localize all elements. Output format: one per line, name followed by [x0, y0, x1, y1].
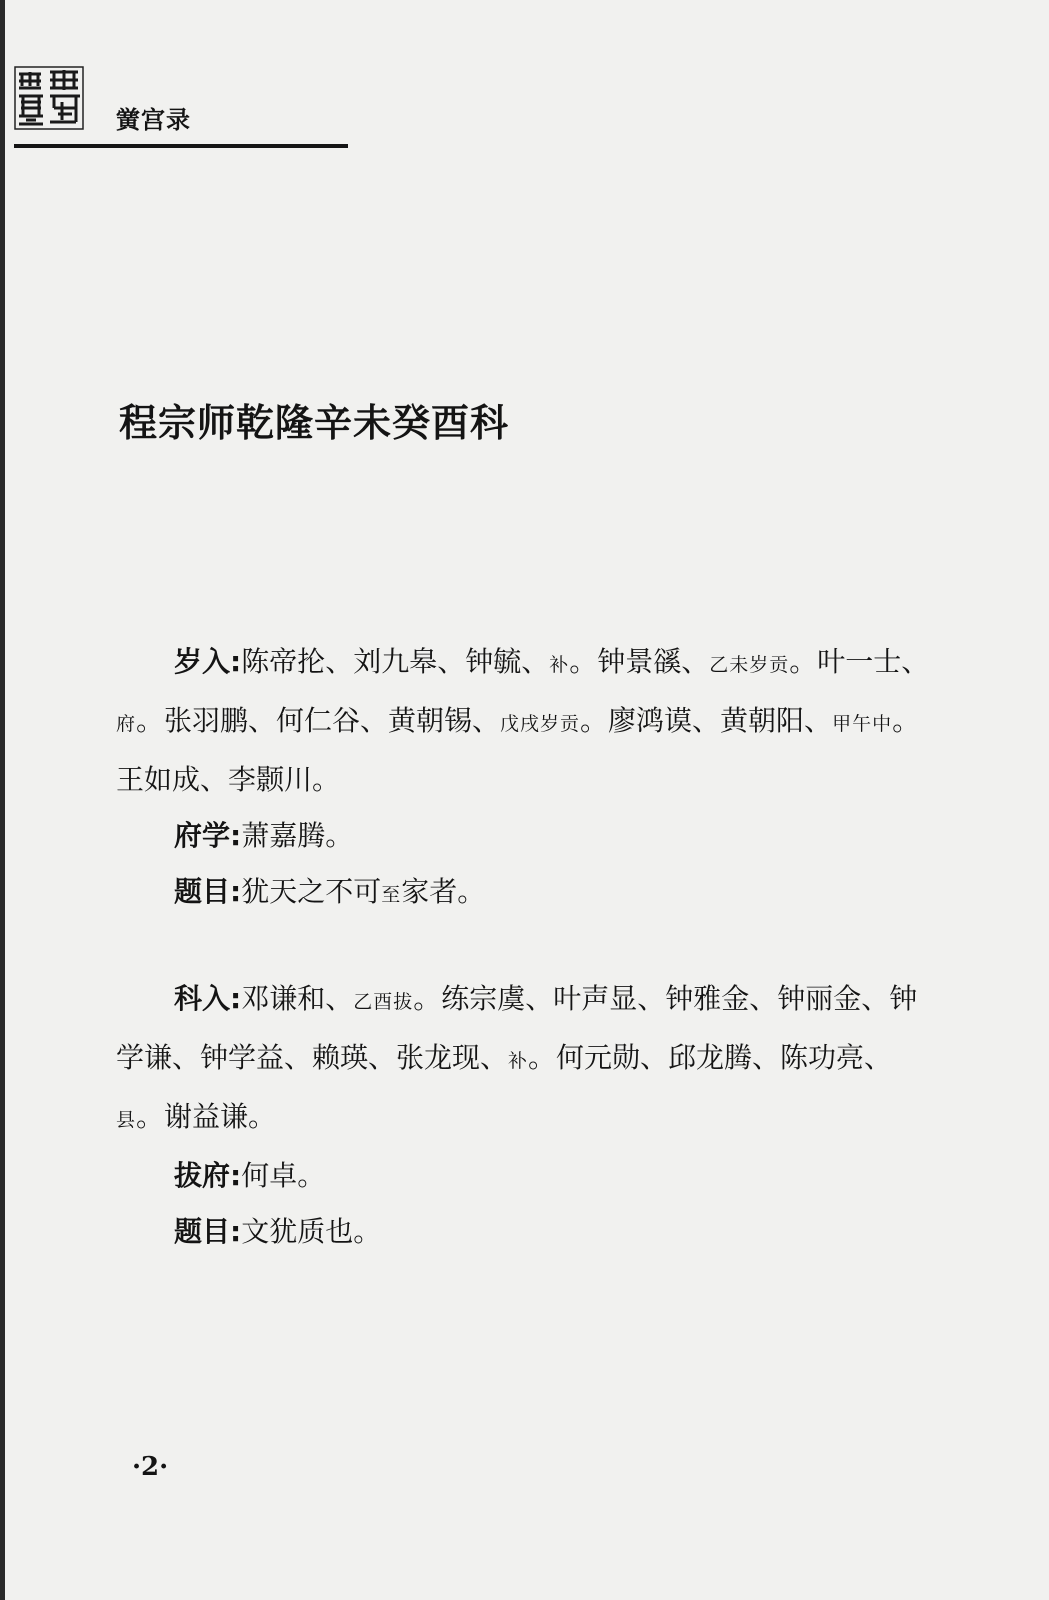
annotation-note: 补: [549, 654, 570, 676]
paragraph: [116, 808, 936, 864]
running-header: [14, 66, 354, 146]
section-label: 题目:: [174, 875, 242, 908]
text-run: 。练宗虞、叶声显、钟雅金、钟丽金、钟学谦、钟学益、赖瑛、张龙现、: [116, 982, 918, 1074]
text-run: 邓谦和、: [241, 982, 354, 1015]
paragraph: [116, 864, 936, 923]
book-title: 黉宫录: [116, 106, 191, 134]
section-label: 拔府:: [174, 1159, 242, 1192]
text-run: 家者。: [401, 875, 486, 908]
text-run: 。王如成、李颢川。: [116, 704, 921, 796]
section-label: 岁入:: [174, 645, 242, 678]
annotation-note: 甲午中: [832, 713, 893, 735]
annotation-note: 乙未岁贡: [709, 654, 790, 676]
annotation-note: 至: [381, 884, 402, 906]
paragraph: [116, 634, 936, 808]
text-run: 何卓。: [241, 1159, 326, 1192]
body-text: [116, 634, 936, 1260]
scan-edge: [0, 0, 5, 1600]
text-run: 。张羽鹏、何仁谷、黄朝锡、: [136, 704, 501, 737]
text-run: 。叶一士、: [789, 645, 930, 678]
seal-logo-icon: [14, 66, 84, 130]
text-run: 。钟景豀、: [569, 645, 710, 678]
section-label: 府学:: [174, 819, 242, 852]
page-number: ·2·: [132, 1452, 169, 1482]
text-run: 。谢益谦。: [136, 1100, 277, 1133]
chapter-title: 程宗师乾隆辛未癸酉科: [119, 400, 510, 445]
annotation-note: 县: [116, 1109, 137, 1131]
annotation-note: 补: [508, 1050, 529, 1072]
annotation-note: 戊戌岁贡: [500, 713, 581, 735]
annotation-note: 府: [116, 713, 137, 735]
annotation-note: 乙酉拔: [353, 991, 414, 1013]
paragraph: [116, 971, 936, 1148]
text-run: 犹天之不可: [241, 875, 382, 908]
text-run: 。何元勋、邱龙腾、陈功亮、: [528, 1041, 893, 1074]
paragraph: [116, 1204, 936, 1260]
section-label: 科入:: [174, 982, 242, 1015]
text-run: 文犹质也。: [241, 1215, 382, 1248]
text-run: 萧嘉腾。: [241, 819, 354, 852]
paragraph: [116, 1148, 936, 1204]
text-run: 。廖鸿谟、黄朝阳、: [580, 704, 833, 737]
header-rule: [14, 144, 348, 148]
text-run: 陈帝抡、刘九皋、钟毓、: [241, 645, 550, 678]
section-label: 题目:: [174, 1215, 242, 1248]
